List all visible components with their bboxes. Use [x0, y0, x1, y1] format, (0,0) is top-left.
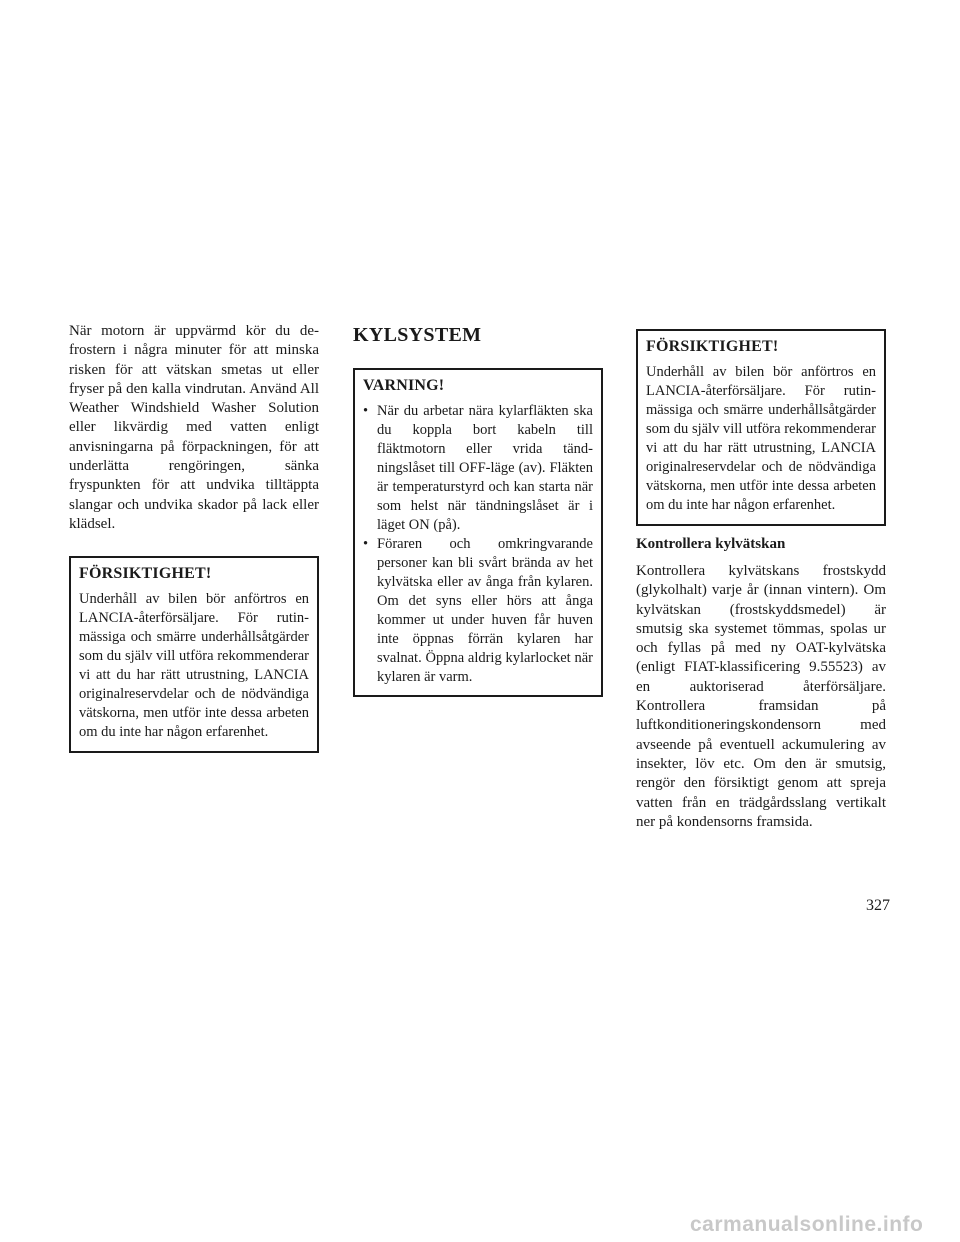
caution-box: [69, 556, 319, 753]
caution-text: Underhåll av bilen bör anförtros en LANCIA-återförsäljare. För rutinmässiga och smärre underhållsåtgärder som du själv vill utföra rekommenderar vi att du har rätt utrustning, LANCIA originalreservdelar och de nödvändiga vätskorna, men utför inte dessa arbeten om du inte har någon erfarenhet.: [646, 364, 876, 513]
column-left: [69, 322, 319, 753]
caution-title: FÖRSIKTIGHET!: [79, 565, 212, 583]
column-middle: [353, 322, 603, 697]
page-number: 327: [866, 897, 890, 914]
warning-box: [353, 368, 603, 697]
section-title: KYLSYSTEM: [353, 324, 482, 346]
warning-item: • När du arbetar nära kylarfläkten ska du koppla bort kabeln till fläktmotorn eller vrida tändningslåset till OFF-läge (av). Fläkten är temperaturstyrd och kan starta när som helst när tändningslåset är i läget ON (på).: [363, 402, 593, 535]
warning-list: [363, 402, 593, 687]
caution-text: Underhåll av bilen bör anförtros en LANCIA-återförsäljare. För rutinmässiga och smärre underhållsåtgärder som du själv vill utföra rekommenderar vi att du har rätt utrustning, LANCIA originalreservdelar och de nödvändiga vätskorna, men utför inte dessa arbeten om du inte har någon erfarenhet.: [79, 591, 309, 741]
caution-title: FÖRSIKTIGHET!: [646, 338, 779, 355]
warning-item: • Föraren och omkringvarande personer kan bli svårt brända av het kylvätska eller av ånga från kylaren. Om det syns eller hörs att ånga kommer ut under huven får huven inte öppnas förrän kylaren har svalnat. Öppna aldrig kylarlocket när kylaren är varm.: [363, 535, 593, 687]
caution-box: [636, 329, 886, 526]
watermark: carmanualsonline.info: [690, 1213, 924, 1236]
warning-title: VARNING!: [363, 377, 445, 394]
coolant-subheading: Kontrollera kylvätskan: [636, 536, 786, 552]
column-right: [636, 329, 886, 832]
coolant-paragraph: Kontrollera kylvätskans frostskydd (glykolhalt) varje år (innan vintern). Om kylvätskan (frostskyddsmedel) är smutsig ska systemet tömmas, spolas ur och fyllas på med ny OAT-kylvätska (enligt FIAT-klassificering 9.55523) av en auktoriserad återförsäljare. Kontrollera framsidan på luftkonditioneringskondensorn med avseende på eventuell ackumulering av insekter, löv etc. Om den är smutsig, rengör den försiktigt genom att spreja vatten från en trädgårdsslang vertikalt ner på kondensorns framsida.: [636, 563, 886, 830]
defroster-paragraph: När motorn är uppvärmd kör du defrostern i några minuter för att minska risken för att vätskan smetas ut eller fryser på den kalla vindrutan. Använd All Weather Windshield Washer Solution eller likvärdig med vatten enligt anvisningarna på förpackningen, för att underlätta rengöringen, sänka fryspunkten för att undvika tilltäppta slangar och undvika skador på lack eller klädsel.: [69, 323, 319, 532]
